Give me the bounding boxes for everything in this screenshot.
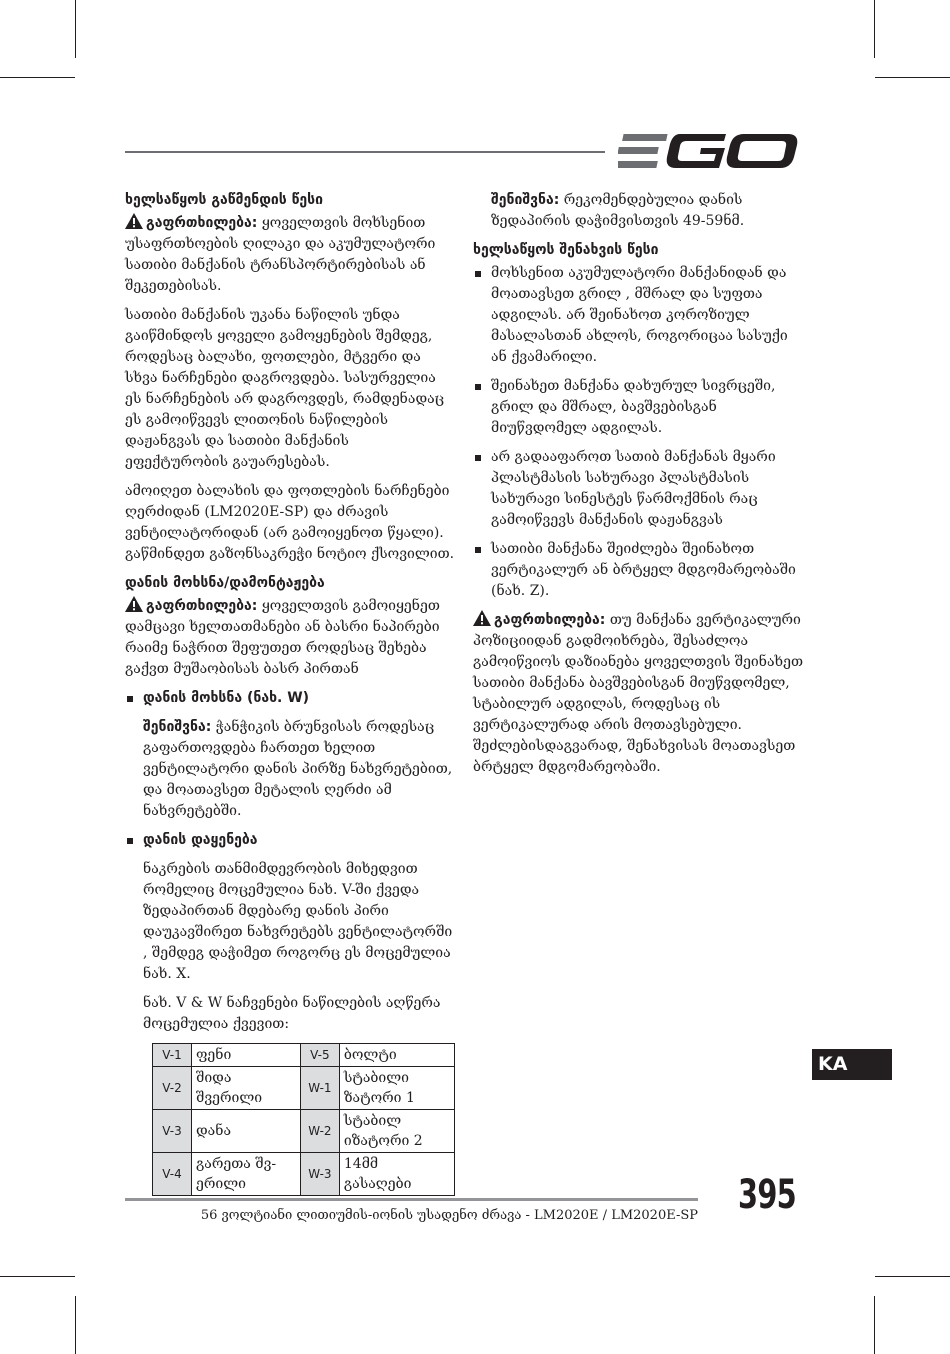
section-heading-storage: ხელსაწყოს შენახვის წესი [473, 242, 659, 258]
table-row [153, 1110, 455, 1153]
crop-mark [0, 77, 75, 78]
part-desc: გარეთა შვ-ერილი [192, 1153, 301, 1196]
part-code: W-1 [300, 1067, 339, 1110]
list-item: არ გადააფაროთ სათიბ მანქანას მყარი პლასტმასის სახურავი პლასტმასის სახურავი სინესტეს წარმოქმნის რაც გამოიწვევს მანქანის დაჟანგვას [473, 447, 803, 531]
warning-text: ყოველთვის გამოიყენეთ დამცავი ხელთათმანები ან ბასრი ნაპირები რაიმე ნაჭრით შეფუთეთ როდესაც შეხება გაქვთ მუშაობისას ბასრ პირთან [125, 598, 440, 677]
crop-mark [75, 1296, 76, 1354]
part-desc: ფენი [192, 1044, 301, 1067]
warning-label: გაფრთხილება: [494, 612, 606, 628]
part-code: V-5 [300, 1044, 339, 1067]
bullet-blade-removal: დანის მოხსნა (ნახ. W) [125, 688, 455, 709]
part-desc: სტაბილი ზატორი 1 [339, 1067, 454, 1110]
part-desc: შიდა შვერილი [192, 1067, 301, 1110]
warning-text: თუ მანქანა ვერტიკალური პოზიციიდან გადმოიხრება, შესაძლოა გამოიწვიოს დაზიანება ყოველთვის შეინახეთ სათიბი მანქანა ბავშვებისგან მიუწვდომელ, სტაბილურ ადგილას, როდესაც ის ვერტიკალურად არის მოთავსებული. შეძლებისდაგვარად, შენახვისას მოათავსეთ ბრტყელ მდგომარეობაში. [473, 612, 804, 775]
brand-text: EGO [618, 132, 621, 133]
crop-mark [875, 77, 950, 78]
table-row [153, 1044, 455, 1067]
list-item: მოხსენით აკუმულატორი მანქანიდან და მოათავსეთ გრილ , მშრალ და სუფთა ადგილას. არ შეინახოთ კოროზიულ მასალასთან ახლოს, როგორიცაა სასუქი ან ქვამარილი. [473, 263, 803, 368]
list-item: შეინახეთ მანქანა დახურულ სივრცეში, გრილ და მშრალ, ბავშვებისგან მიუწვდომელ ადგილას. [473, 376, 803, 439]
crop-mark [875, 1276, 950, 1277]
part-desc: სტაბილ იზატორი 2 [339, 1110, 454, 1153]
part-desc: დანა [192, 1110, 301, 1153]
body-paragraph: სათიბი მანქანის უკანა ნაწილის უნდა გაიწმინდოს ყოველი გამოყენების შემდეგ, როდესაც ბალახი, ფოთლები, მტვერი და სხვა ნარჩენები დაგროვდება. სასურველია ეს ნარჩენების არ დაგროვდეს, რამდენადაც ეს გამოიწვევს ლითონის ნაწილების დაჟანგვას და სათიბი მანქანის ეფექტურობის გაუარესებას. [125, 307, 445, 470]
footer-text: 56 ვოლტიანი ლითიუმის-იონის უსადენო ძრავა - LM2020E / LM2020E-SP [200, 1208, 698, 1223]
warning-paragraph [125, 596, 455, 680]
crop-mark [0, 1276, 75, 1277]
warning-paragraph [473, 610, 803, 778]
ego-logo [618, 132, 800, 170]
note-label: შენიშვნა: [143, 719, 212, 735]
crop-mark [874, 0, 875, 58]
list-item: სათიბი მანქანა შეიძლება შეინახოთ ვერტიკალურ ან ბრტყელ მდგომარეობაში (ნახ. Z). [473, 539, 803, 602]
part-code: W-2 [300, 1110, 339, 1153]
section-heading-cleaning: ხელსაწყოს გაწმენდის წესი [125, 192, 323, 208]
part-code: V-4 [153, 1153, 192, 1196]
note-label: შენიშვნა: [491, 192, 560, 208]
header-rule [125, 151, 605, 153]
parts-table [152, 1043, 455, 1196]
warning-label: გაფრთხილება: [146, 215, 258, 231]
note-paragraph [473, 190, 803, 232]
page-number: 395 [738, 1172, 796, 1218]
warning-icon [473, 610, 491, 626]
part-code: V-2 [153, 1067, 192, 1110]
warning-paragraph [125, 213, 455, 297]
right-column [473, 190, 803, 786]
body-paragraph: ამოიღეთ ბალახის და ფოთლების ნარჩენები ღერძიდან (LM2020E-SP) და ძრავის ვენტილატორიდან (არ გამოიყენოთ წყალი). გაწმინდეთ გაზონსაკრეჭი ნოტიო ქსოვილით. [125, 483, 455, 562]
language-badge: KA [812, 1049, 892, 1080]
note-text: რეკომენდებულია დანის ზედაპირის დაჭიმვისთვის 49-59ნმ. [491, 192, 745, 229]
bullet-blade-install: დანის დაყენება [125, 830, 455, 851]
crop-mark [874, 1296, 875, 1354]
part-code: W-3 [300, 1153, 339, 1196]
note-text: ჭანჭიკის ბრუნვისას როდესაც გაფართოვდება ჩართეთ ხელით ვენტილატორი დანის პირზე ნახვრეტებით, და მოათავსეთ მეტალის ღერძი ამ ნახვრეტებში. [143, 719, 453, 819]
warning-text: ყოველთვის მოხსენით უსაფრთხოების ღილაკი და აკუმულატორი სათიბი მანქანის ტრანსპორტირებისას ან შეკეთებისას. [125, 215, 436, 294]
table-row [153, 1153, 455, 1196]
part-desc: 14მმ გასაღები [339, 1153, 454, 1196]
note-paragraph [125, 717, 455, 822]
crop-mark [75, 0, 76, 58]
table-row [153, 1067, 455, 1110]
warning-icon [125, 213, 143, 229]
section-heading-blade: დანის მოხსნა/დამონტაჟება [125, 575, 325, 591]
warning-icon [125, 596, 143, 612]
body-paragraph: ნაკრების თანმიმდევრობის მიხედვით რომელიც მოცემულია ნახ. V-ში ქვედა ზედაპირთან მდებარე დანის პირი დაუკავშირეთ ნახვრეტებს ვენტილატორში , შემდეგ დაჭიმეთ როგორც ეს მოცემულია ნახ. X. [143, 861, 453, 982]
body-paragraph: ნახ. V & W ნაჩვენები ნაწილების აღწერა მოცემულია ქვევით: [143, 995, 441, 1032]
part-code: V-1 [153, 1044, 192, 1067]
left-column [125, 190, 455, 1196]
footer-rule [125, 1198, 698, 1201]
part-desc: ბოლტი [339, 1044, 454, 1067]
part-code: V-3 [153, 1110, 192, 1153]
warning-label: გაფრთხილება: [146, 598, 258, 614]
